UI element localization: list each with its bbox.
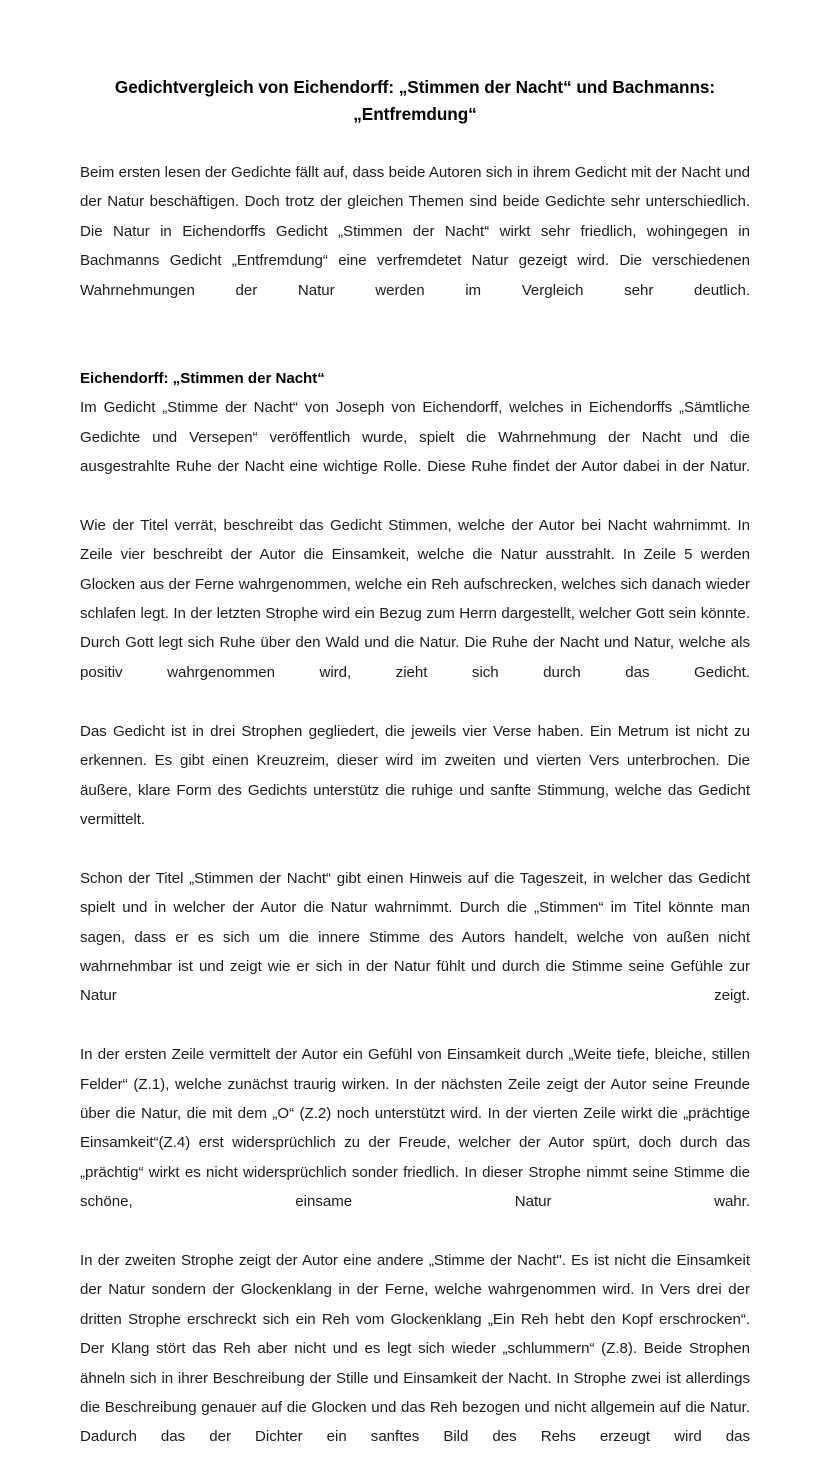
paragraph-strophe-2: In der zweiten Strophe zeigt der Autor eine andere „Stimme der Nacht". Es ist nicht die Einsamkeit der Natur sondern der Glockenklang in der Ferne, welche wahrgenommen wird. In Vers drei der dritten Strophe erschreckt sich ein Reh vom Glockenklang „Ein Reh hebt den Kopf erschrocken“. Der Klang stört das Reh aber nicht und es legt sich wieder „schlummern“ (Z.8). Beide Strophen ähneln sich in ihrer Beschreibung der Stille und Einsamkeit der Nacht. In Strophe zwei ist allerdings die Beschreibung genauer auf die Glocken und das Reh bezogen und nicht allgemein auf die Natur. Dadurch das der Dichter ein sanftes Bild des Rehs erzeugt wird das — [80, 1252, 750, 1446]
section-heading-eichendorff: Eichendorff: „Stimmen der Nacht“ — [80, 369, 325, 387]
document-body — [80, 158, 750, 1481]
paragraph-analyse-1: Im Gedicht „Stimme der Nacht“ von Joseph von Eichendorff, welches in Eichendorffs „Sämtliche Gedichte und Versepen“ veröffentlich wurde, spielt die Wahrnehmung der Nacht und die ausgestrahlte Ruhe der Nacht eine wichtige Rolle. Diese Ruhe findet der Autor dabei in der Natur. — [80, 399, 750, 476]
document-content — [80, 0, 750, 1481]
paragraph-form: Das Gedicht ist in drei Strophen gegliedert, die jeweils vier Verse haben. Ein Metrum ist nicht zu erkennen. Es gibt einen Kreuzreim, dieser wird im zweiten und vierten Vers unterbrochen. Die äußere, klare Form des Gedichts unterstütz die ruhige und sanfte Stimmung, welche das Gedicht vermittelt. — [80, 722, 750, 828]
page-title: Gedichtvergleich von Eichendorff: „Stimmen der Nacht“ und Bachmanns: „Entfremdung“ — [114, 77, 716, 124]
paragraph-intro: Beim ersten lesen der Gedichte fällt auf, dass beide Autoren sich in ihrem Gedicht mit der Nacht und der Natur beschäftigen. Doch trotz der gleichen Themen sind beide Gedichte sehr unterschiedlich. Die Natur in Eichendorffs Gedicht „Stimmen der Nacht“ wirkt sehr friedlich, wohingegen in Bachmanns Gedicht „Entfremdung“ eine verfremdetet Natur gezeigt wird. Die verschiedenen Wahrnehmungen der Natur werden im Vergleich sehr deutlich. — [80, 164, 750, 299]
paragraph-titel: Schon der Titel „Stimmen der Nacht“ gibt einen Hinweis auf die Tageszeit, in welcher das Gedicht spielt und in welcher der Autor die Natur wahrnimmt. Durch die „Stimmen“ im Titel könnte man sagen, dass er es sich um die innere Stimme des Autors handelt, welche von außen nicht wahrnehmbar ist und zeigt wie er sich in der Natur fühlt und durch die Stimme seine Gefühle zur Natur zeigt. — [80, 869, 750, 1005]
paragraph-strophe-1: In der ersten Zeile vermittelt der Autor ein Gefühl von Einsamkeit durch „Weite tiefe, bleiche, stillen Felder“ (Z.1), welche zunächst traurig wirken. In der nächsten Zeile zeigt der Autor seine Freunde über die Natur, die mit dem „O“ (Z.2) noch unterstützt wird. In der vierten Zeile wirkt die „prächtige Einsamkeit“(Z.4) erst widersprüchlich zu der Freude, welcher der Autor spürt, doch durch das „prächtig“ wirkt es nicht widersprüchlich sonder friedlich. In dieser Strophe nimmt seine Stimme die schöne, einsame Natur wahr. — [80, 1046, 750, 1211]
paragraph-analyse-2: Wie der Titel verrät, beschreibt das Gedicht Stimmen, welche der Autor bei Nacht wahrnimmt. In Zeile vier beschreibt der Autor die Einsamkeit, welche die Natur ausstrahlt. In Zeile 5 werden Glocken aus der Ferne wahrgenommen, welche ein Reh aufschrecken, welches sich danach wieder schlafen legt. In der letzten Strophe wird ein Bezug zum Herrn dargestellt, welcher Gott sein könnte. Durch Gott legt sich Ruhe über den Wald und die Natur. Die Ruhe der Nacht und Natur, welche als positiv wahrgenommen wird, zieht sich durch das Gedicht. — [80, 516, 750, 681]
